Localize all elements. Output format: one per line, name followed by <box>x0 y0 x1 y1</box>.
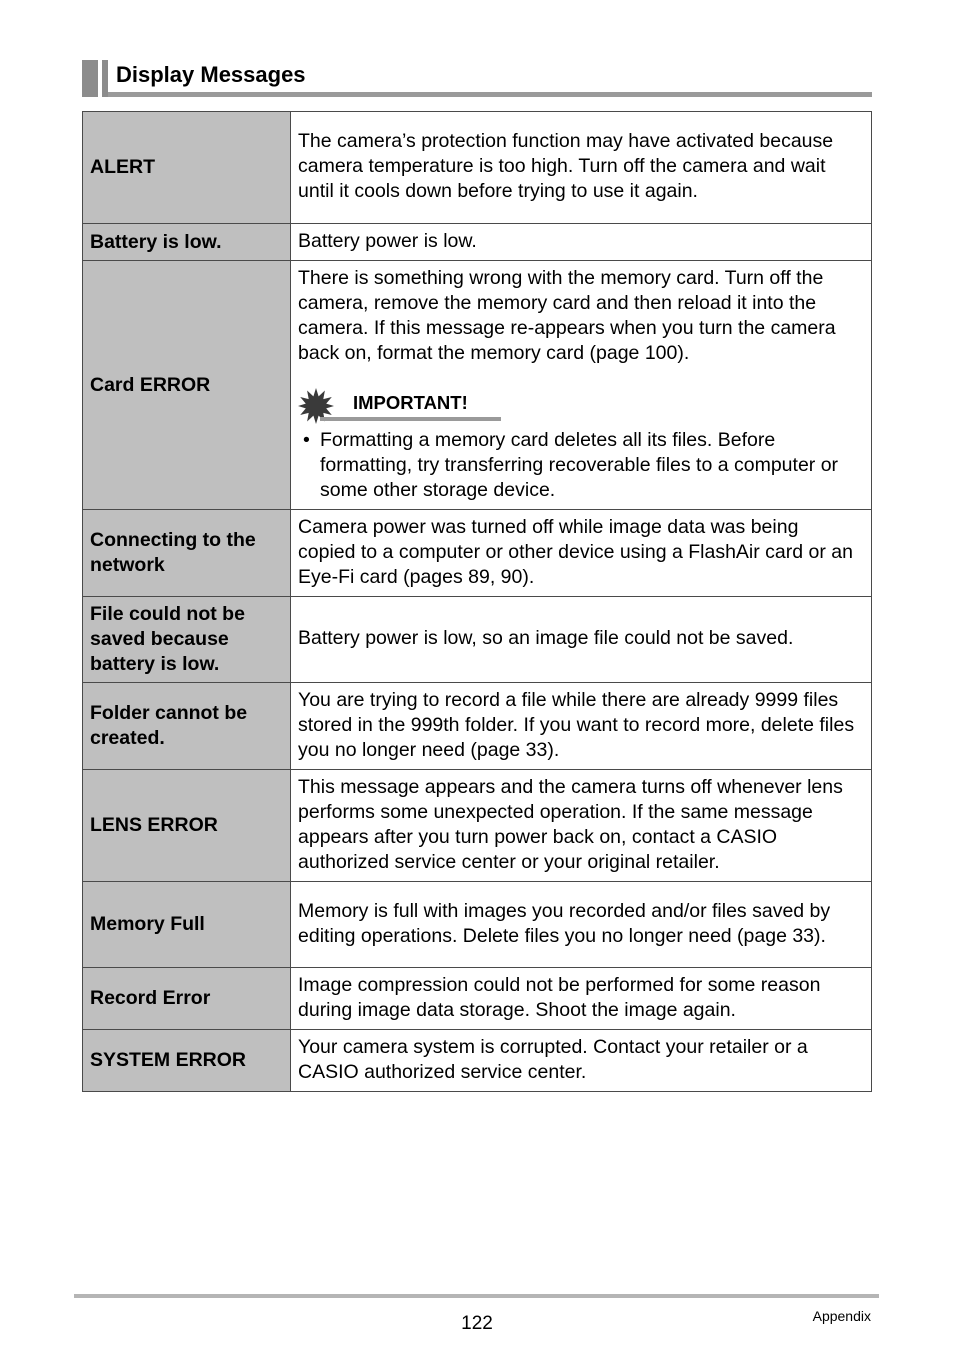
message-cell: SYSTEM ERROR <box>83 1030 291 1092</box>
description-cell: This message appears and the camera turns off whenever lens performs some unexpected operation. If the same message appears after you turn power back on, contact a CASIO authorized service center or your original retailer. <box>291 770 872 882</box>
description-cell: Memory is full with images you recorded and/or files saved by editing operations. Delete files you no longer need (page 33). <box>291 882 872 968</box>
heading-underline <box>108 92 872 97</box>
message-cell: Card ERROR <box>83 261 291 510</box>
table-row <box>83 1030 872 1092</box>
message-cell: Battery is low. <box>83 224 291 261</box>
message-cell: LENS ERROR <box>83 770 291 882</box>
table-row <box>83 770 872 882</box>
bullet-text: Formatting a memory card deletes all its files. Before formatting, try transferring recoverable files to a computer or some other storage device. <box>320 428 839 501</box>
description-cell: The camera’s protection function may have activated because camera temperature is too high. Turn off the camera and wait until it cools down before trying to use it again. <box>291 112 872 224</box>
display-messages-table <box>82 111 872 1092</box>
important-underline <box>320 417 501 421</box>
page-title: Display Messages <box>116 62 306 87</box>
table-row <box>83 683 872 770</box>
section-label: Appendix <box>812 1308 871 1324</box>
message-cell: Connecting to the network <box>83 510 291 597</box>
table-row <box>83 510 872 597</box>
description-text: There is something wrong with the memory card. Turn off the camera, remove the memory card and then reload it into the camera. If this message re-appears when you turn the camera back on, format the memory card (page 100). <box>298 266 836 364</box>
table-row <box>83 968 872 1030</box>
description-cell <box>291 261 872 510</box>
message-cell: Memory Full <box>83 882 291 968</box>
important-label: IMPORTANT! <box>353 391 468 413</box>
table-row <box>83 224 872 261</box>
table-row <box>83 261 872 510</box>
message-cell: Folder cannot be created. <box>83 683 291 770</box>
heading-marker <box>82 60 98 97</box>
message-cell: Record Error <box>83 968 291 1030</box>
footer-divider <box>74 1294 879 1298</box>
bullet-icon: • <box>303 428 310 451</box>
message-cell: ALERT <box>83 112 291 224</box>
description-cell: Your camera system is corrupted. Contact your retailer or a CASIO authorized service center. <box>291 1030 872 1092</box>
section-heading <box>82 58 872 98</box>
table-row <box>83 597 872 683</box>
description-cell: Image compression could not be performed for some reason during image data storage. Shoot the image again. <box>291 968 872 1030</box>
description-cell: You are trying to record a file while there are already 9999 files stored in the 999th folder. If you want to record more, delete files you no longer need (page 33). <box>291 683 872 770</box>
page-number: 122 <box>461 1313 493 1334</box>
description-cell: Camera power was turned off while image data was being copied to a computer or other device using a FlashAir card or an Eye-Fi card (pages 89, 90). <box>291 510 872 597</box>
description-cell: Battery power is low, so an image file could not be saved. <box>291 597 872 683</box>
table-row <box>83 882 872 968</box>
message-cell: File could not be saved because battery is low. <box>83 597 291 683</box>
bullet-item <box>298 428 861 503</box>
description-cell: Battery power is low. <box>291 224 872 261</box>
table-row <box>83 112 872 224</box>
important-callout <box>298 388 861 422</box>
